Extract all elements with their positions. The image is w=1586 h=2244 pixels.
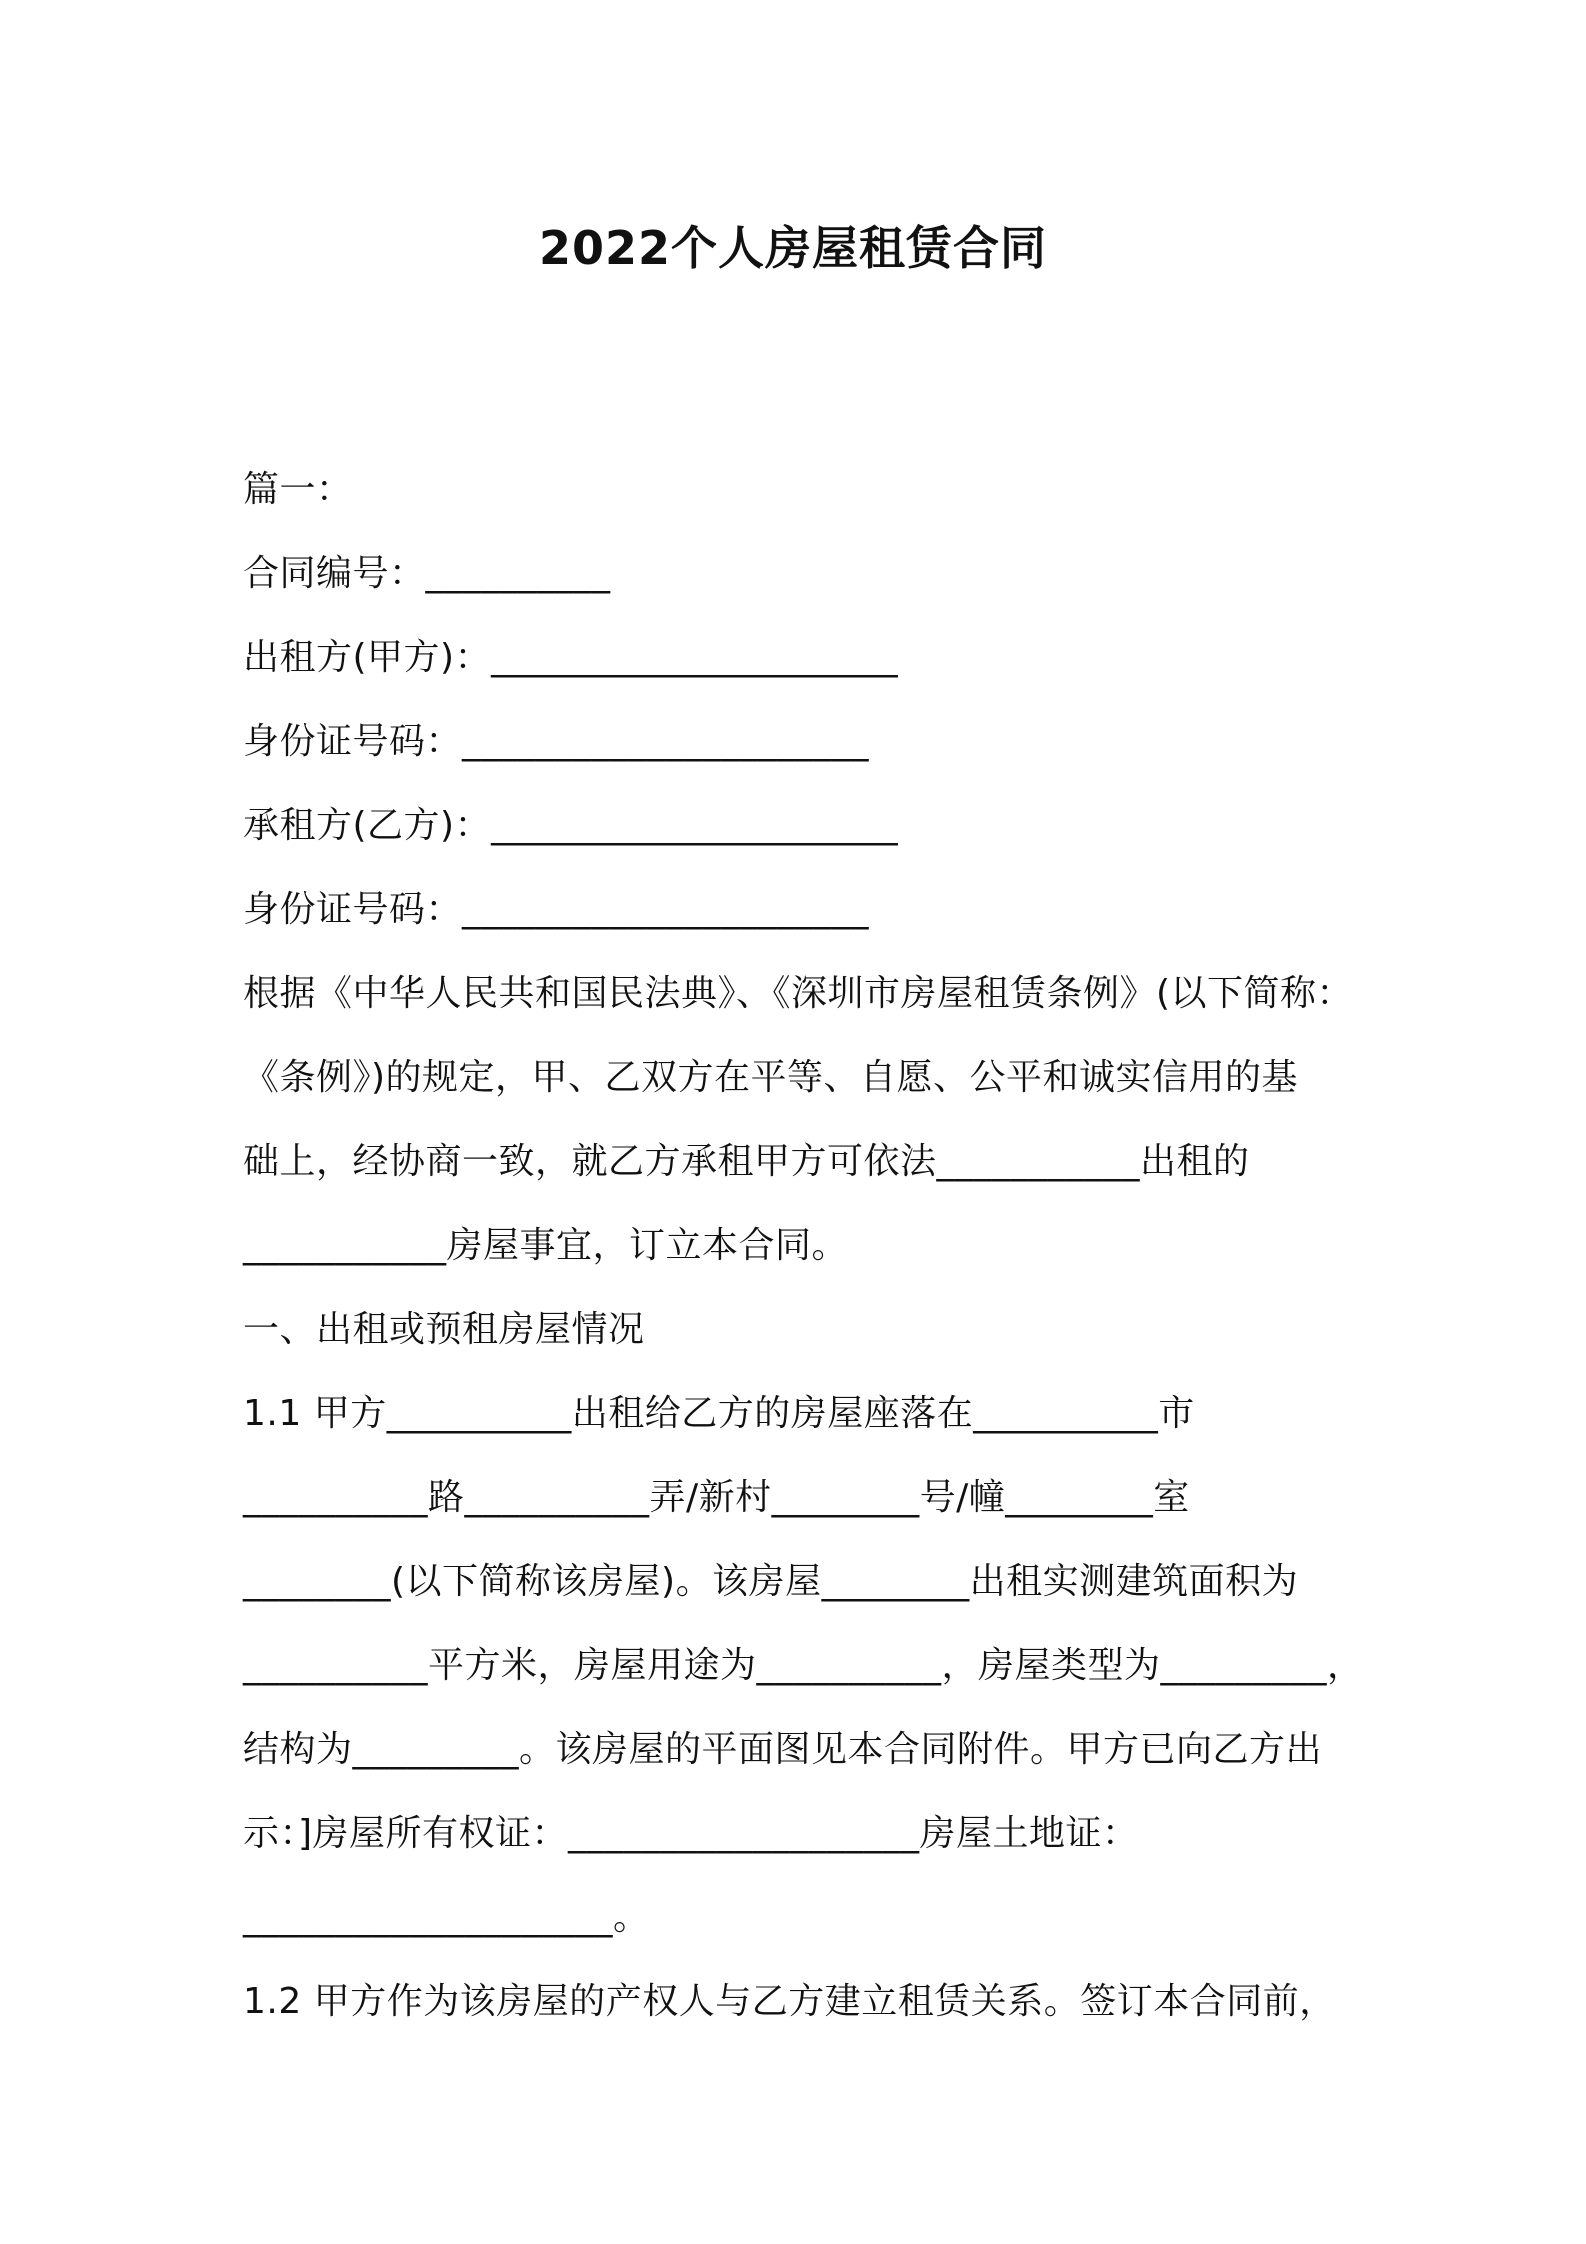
lessee-id-line: 身份证号码：______________________ [243,889,870,930]
paragraph-line: 础上，经协商一致，就乙方承租甲方可依法___________出租的 [243,1141,1250,1182]
clause-line: 1.2 甲方作为该房屋的产权人与乙方建立租赁关系。签订本合同前， [243,1981,1336,2022]
clause-line: __________路__________弄/新村________号/幢________室 [243,1477,1190,1518]
lessor-id-line: 身份证号码：______________________ [243,721,870,762]
contract-number-line: 合同编号：__________ [243,553,611,594]
lessee-line: 承租方(乙方)：______________________ [243,805,899,846]
clause-line: ____________________。 [243,1897,650,1938]
clause-line: 1.1 甲方__________出租给乙方的房屋座落在__________市 [243,1393,1195,1434]
lessor-line: 出租方(甲方)：______________________ [243,637,899,678]
clause-line: __________平方米，房屋用途为__________，房屋类型为_________， [243,1645,1364,1686]
paragraph-line: 根据《中华人民共和国民法典》、《深圳市房屋租赁条例》(以下简称： [243,973,1354,1014]
clause-line: 结构为_________。该房屋的平面图见本合同附件。甲方已向乙方出 [243,1729,1323,1770]
clause-line: ________(以下简称该房屋)。该房屋________出租实测建筑面积为 [243,1561,1299,1602]
document-title: 2022个人房屋租赁合同 [538,221,1048,275]
section-heading-part-one: 篇一： [243,469,353,510]
document-body [243,448,1373,2044]
section-heading: 一、出租或预租房屋情况 [243,1309,645,1350]
paragraph-line: 《条例》)的规定，甲、乙双方在平等、自愿、公平和诚实信用的基 [243,1057,1299,1098]
paragraph-line: ___________房屋事宜，订立本合同。 [243,1225,849,1266]
clause-line: 示：]房屋所有权证：___________________房屋土地证： [243,1813,1139,1854]
